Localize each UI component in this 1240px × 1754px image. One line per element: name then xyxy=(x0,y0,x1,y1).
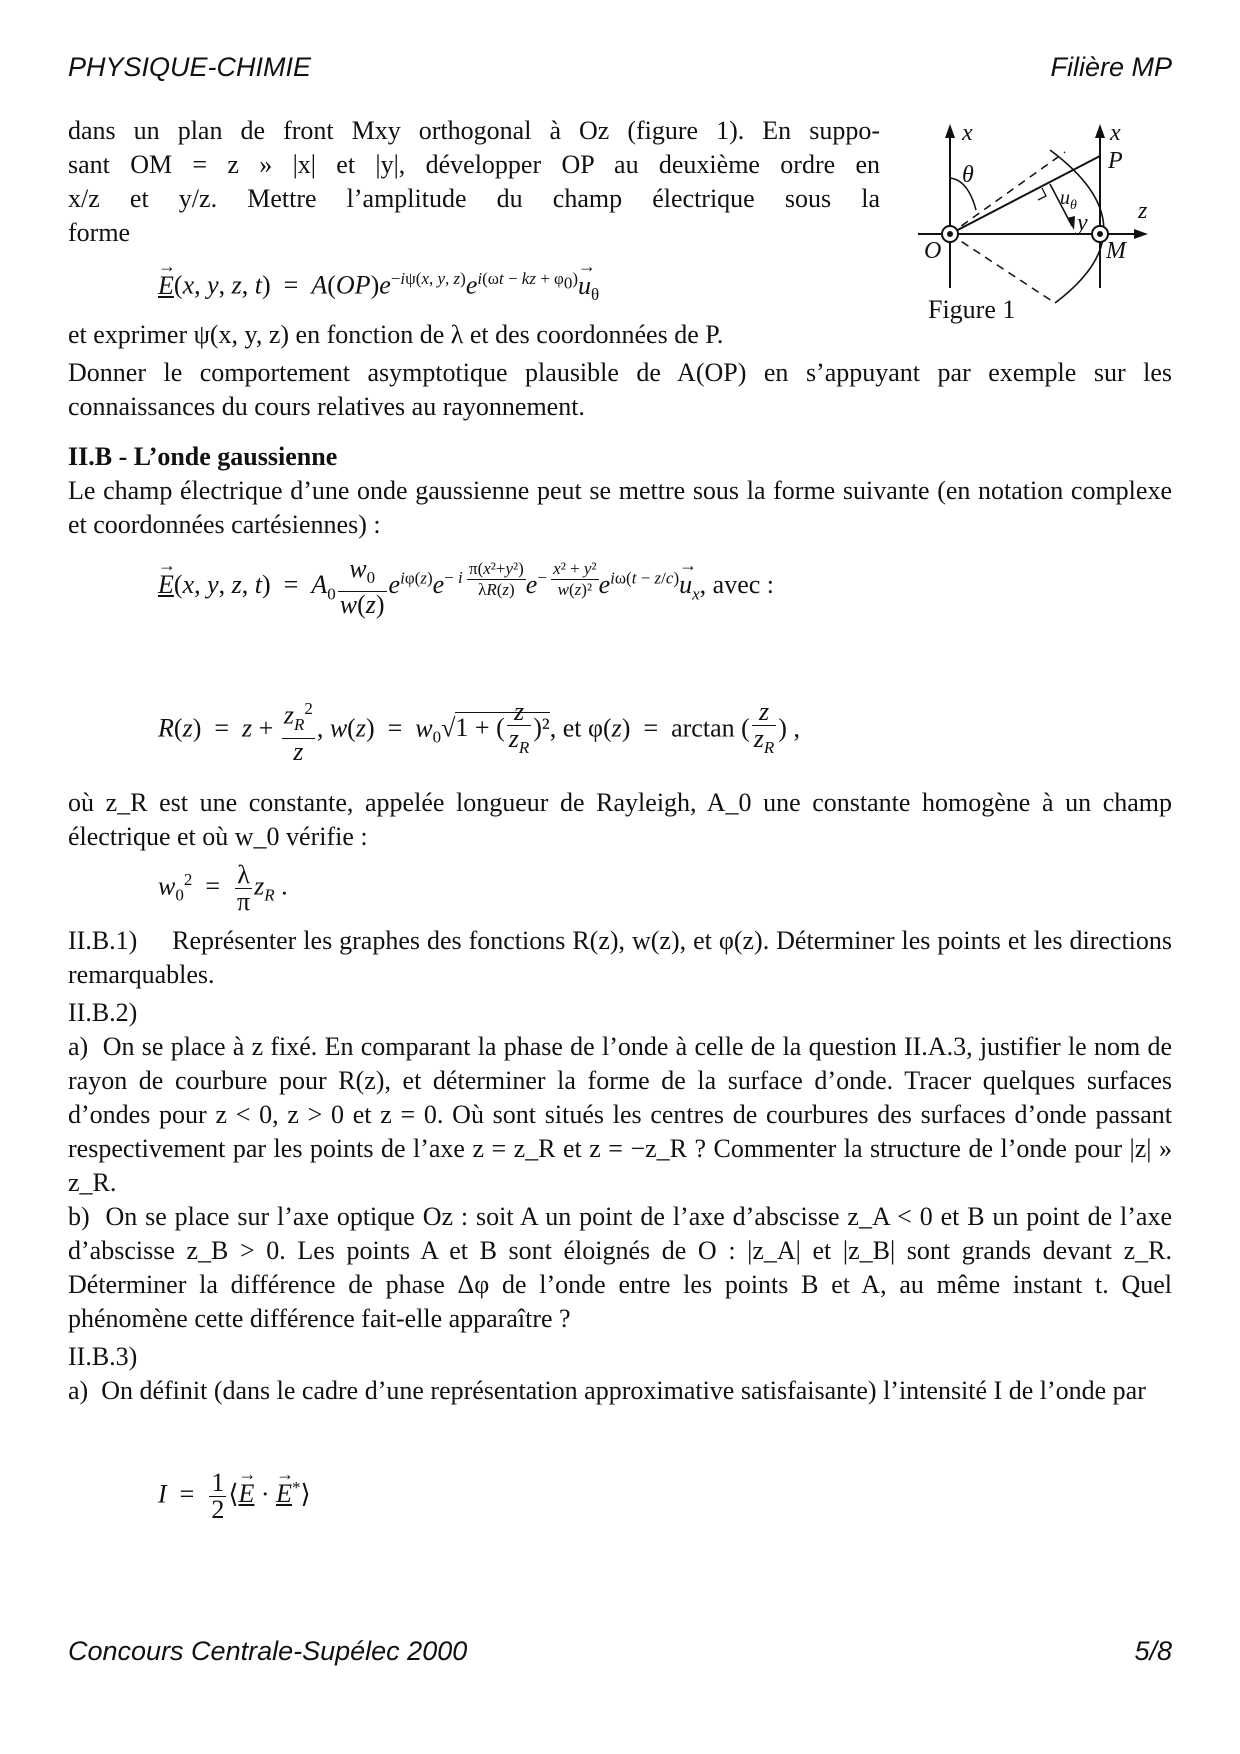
equation-4: $w_0^2$ = $\frac{\lambda}{\pi}$ $z_R$ . xyxy=(158,860,288,916)
fig-label-x1: x xyxy=(962,120,973,146)
equation-5: I = $\frac{1}{2}$ ⟨→ E · → E*⟩ xyxy=(158,1470,311,1523)
fig-label-y: y xyxy=(1077,210,1088,236)
figure-1 xyxy=(910,118,1230,348)
question-ii-b-1 xyxy=(68,924,1172,992)
question-ii-b-2-a xyxy=(68,1030,1172,1200)
question-ii-b-2-a-label: a) xyxy=(68,1032,89,1061)
question-ii-b-3-label: II.B.3) xyxy=(68,1342,138,1371)
footer-right: 5/8 xyxy=(1134,1636,1172,1666)
para-4: Le champ électrique d’une onde gaussienne peut se mettre sous la forme suivante (en notation complexe et coordonnées cartésiennes) : xyxy=(68,476,1172,539)
question-ii-b-3-a xyxy=(68,1374,1172,1408)
question-ii-b-1-text: Représenter les graphes des fonctions R(z), w(z), et φ(z). Déterminer les points et les directions remarquables. xyxy=(68,926,1173,989)
question-ii-b-2-label: II.B.2) xyxy=(68,998,138,1027)
fig-label-x2: x xyxy=(1110,120,1121,146)
para-1-line-1: dans un plan de front Mxy orthogonal à Oz (figure 1). En suppo- xyxy=(68,116,880,145)
para-3: Donner le comportement asymptotique plausible de A(OP) en s’appuyant par exemple sur les connaissances du cours relatives au rayonnement. xyxy=(68,358,1172,421)
fig-label-utheta: $u_\theta$ xyxy=(1060,187,1077,213)
question-ii-b-2-a-text: On se place à z fixé. En comparant la phase de l’onde à celle de la question II.A.3, justifier le nom de rayon de courbure pour R(z), et déterminer la forme de la surface d’onde. Tracer quelques surfaces d’ondes pour z < 0, z > 0 et z = 0. Où sont situés les centres de courbures des surfaces d’onde passant respectivement par les points de l’axe z = z_R et z = −z_R ? Commenter la structure de l’onde pour |z| » z_R. xyxy=(68,1032,1173,1197)
header-left: PHYSIQUE-CHIMIE xyxy=(68,52,312,82)
fig-label-z: z xyxy=(1138,198,1148,224)
figure-caption: Figure 1 xyxy=(928,295,1016,324)
equation-2: → E(x, y, z, $t) = A_0$ $\frac{w_0}{w(z)}$ $e^{i\varphi(z)}e^{- i \frac{\text{π(x²+y²)}}{\lambda R(z)}}$ $e^{- \frac{\text{x² + y²}}{\text{w(z)²}}}$ $e^{i\omega(t - z/c)}\to u_x$, avec : xyxy=(158,556,774,618)
para-1-line-4: forme xyxy=(68,218,131,247)
para-5: où z_R est une constante, appelée longueur de Rayleigh, A_0 une constante homogène à un champ électrique et où w_0 vérifie : xyxy=(68,788,1172,851)
question-ii-b-3-a-label: a) xyxy=(68,1376,89,1405)
fig-label-theta: θ xyxy=(962,162,974,188)
fig-label-m: M xyxy=(1106,238,1126,264)
question-ii-b-3-a-text: On définit (dans le cadre d’une représentation approximative satisfaisante) l’intensité I de l’onde par xyxy=(101,1376,1146,1405)
question-ii-b-2-b-label: b) xyxy=(68,1202,90,1231)
question-ii-b-2-b xyxy=(68,1200,1172,1336)
fig-label-p: P xyxy=(1108,148,1123,174)
header-right: Filière MP xyxy=(1050,52,1172,82)
fig-label-o: O xyxy=(924,238,942,264)
equation-3: R(z) = z + $\frac{z_R^2}{z}$ , $w(z) = w_0√1$ + ( $\frac{z}{z_R}$ )², et φ(z) = arctan ( $\frac{z}{z_R}$ ) , xyxy=(158,697,800,766)
question-ii-b-1-label: II.B.1) xyxy=(68,926,138,955)
para-2: et exprimer ψ(x, y, z) en fonction de λ et des coordonnées de P. xyxy=(68,320,724,349)
question-ii-b-2-b-text: On se place sur l’axe optique Oz : soit A un point de l’axe d’abscisse z_A < 0 et B un point de l’axe d’abscisse z_B > 0. Les points A et B sont éloignés de O : |z_A| et |z_B| sont grands devant z_R. Déterminer la différence de phase Δφ de l’onde entre les points B et A, au même instant t. Quel phénomène cette différence fait-elle apparaître ? xyxy=(68,1202,1173,1333)
para-1-line-2: sant OM = z » |x| et |y|, développer OP au deuxième ordre en xyxy=(68,150,880,179)
equation-1: → E(x, y, z, $t) = A(OP)e^{-i\psi(x, y, z)}e^{i(\omega t - kz + \varphi_0)}\to u_\theta$ xyxy=(158,262,599,312)
section-title: II.B - L’onde gaussienne xyxy=(68,442,338,471)
para-1-line-3: x/z et y/z. Mettre l’amplitude du champ électrique sous la xyxy=(68,184,880,213)
footer-left: Concours Centrale-Supélec 2000 xyxy=(68,1636,468,1666)
